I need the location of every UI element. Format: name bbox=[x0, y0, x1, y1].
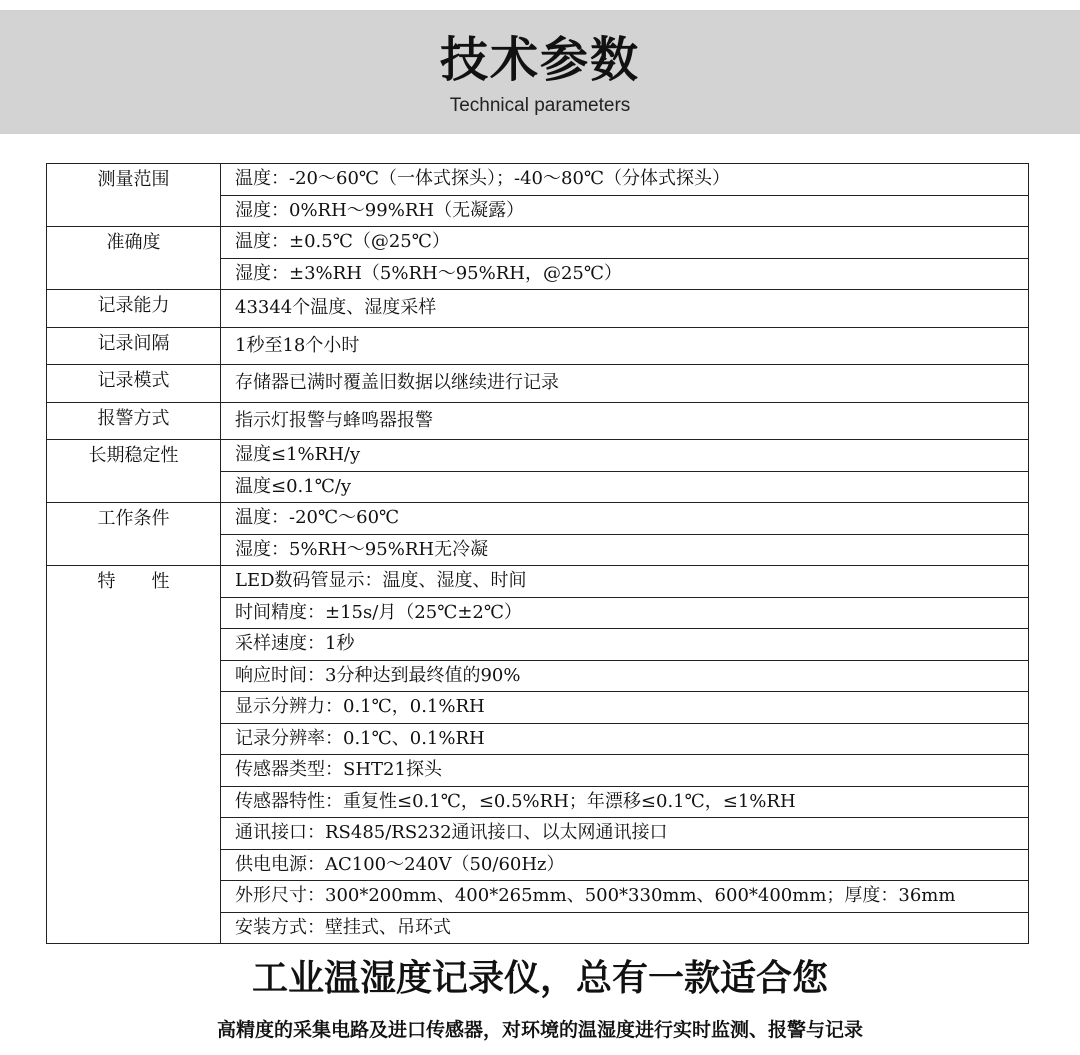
slogan: 工业温湿度记录仪，总有一款适合您 bbox=[251, 958, 828, 999]
table-row bbox=[47, 503, 1029, 535]
page-title: 技术参数 bbox=[439, 32, 640, 88]
spec-label: 长期稳定性 bbox=[47, 440, 221, 503]
spec-value: 湿度：0%RH～99%RH（无凝露） bbox=[221, 195, 1029, 227]
spec-value: 存储器已满时覆盖旧数据以继续进行记录 bbox=[221, 365, 1029, 403]
spec-value: 传感器类型：SHT21探头 bbox=[221, 755, 1029, 787]
spec-value: 记录分辨率：0.1℃、0.1%RH bbox=[221, 723, 1029, 755]
spec-label: 记录能力 bbox=[47, 290, 221, 328]
spec-label: 记录模式 bbox=[47, 365, 221, 403]
spec-value: 安装方式：壁挂式、吊环式 bbox=[221, 912, 1029, 944]
header-banner bbox=[0, 10, 1080, 134]
spec-value: 43344个温度、湿度采样 bbox=[221, 290, 1029, 328]
spec-label: 工作条件 bbox=[47, 503, 221, 566]
spec-value: LED数码管显示：温度、湿度、时间 bbox=[221, 566, 1029, 598]
spec-value: 湿度≤1%RH/y bbox=[221, 440, 1029, 472]
spec-value: 湿度：5%RH～95%RH无冷凝 bbox=[221, 534, 1029, 566]
spec-table-body bbox=[47, 164, 1029, 944]
spec-value: 1秒至18个小时 bbox=[221, 327, 1029, 365]
table-row bbox=[47, 290, 1029, 328]
spec-value: 湿度：±3%RH（5%RH～95%RH，@25℃） bbox=[221, 258, 1029, 290]
table-row bbox=[47, 227, 1029, 259]
spec-value: 时间精度：±15s/月（25℃±2℃） bbox=[221, 597, 1029, 629]
table-row bbox=[47, 402, 1029, 440]
spec-value: 采样速度：1秒 bbox=[221, 629, 1029, 661]
spec-value: 温度≤0.1℃/y bbox=[221, 471, 1029, 503]
table-row bbox=[47, 327, 1029, 365]
spec-value: 显示分辨力：0.1℃，0.1%RH bbox=[221, 692, 1029, 724]
page-subtitle: Technical parameters bbox=[449, 95, 631, 116]
tagline: 高精度的采集电路及进口传感器，对环境的温湿度进行实时监测、报警与记录 bbox=[216, 1019, 863, 1041]
table-row bbox=[47, 566, 1029, 598]
spec-value: 供电电源：AC100～240V（50/60Hz） bbox=[221, 849, 1029, 881]
spec-value: 通讯接口：RS485/RS232通讯接口、以太网通讯接口 bbox=[221, 818, 1029, 850]
spec-value: 温度：-20～60℃（一体式探头）；-40～80℃（分体式探头） bbox=[221, 164, 1029, 196]
spec-value: 温度：±0.5℃（@25℃） bbox=[221, 227, 1029, 259]
spec-value: 外形尺寸：300*200mm、400*265mm、500*330mm、600*400mm；厚度：36mm bbox=[221, 881, 1029, 913]
spec-value: 温度：-20℃～60℃ bbox=[221, 503, 1029, 535]
spec-value: 响应时间：3分种达到最终值的90% bbox=[221, 660, 1029, 692]
spec-label: 报警方式 bbox=[47, 402, 221, 440]
spec-label: 测量范围 bbox=[47, 164, 221, 227]
spec-value: 传感器特性：重复性≤0.1℃，≤0.5%RH；年漂移≤0.1℃，≤1%RH bbox=[221, 786, 1029, 818]
spec-label: 特 性 bbox=[47, 566, 221, 944]
spec-label: 准确度 bbox=[47, 227, 221, 290]
table-row bbox=[47, 440, 1029, 472]
table-row bbox=[47, 164, 1029, 196]
spec-value: 指示灯报警与蜂鸣器报警 bbox=[221, 402, 1029, 440]
spec-label: 记录间隔 bbox=[47, 327, 221, 365]
spec-table bbox=[46, 163, 1029, 944]
table-row bbox=[47, 365, 1029, 403]
